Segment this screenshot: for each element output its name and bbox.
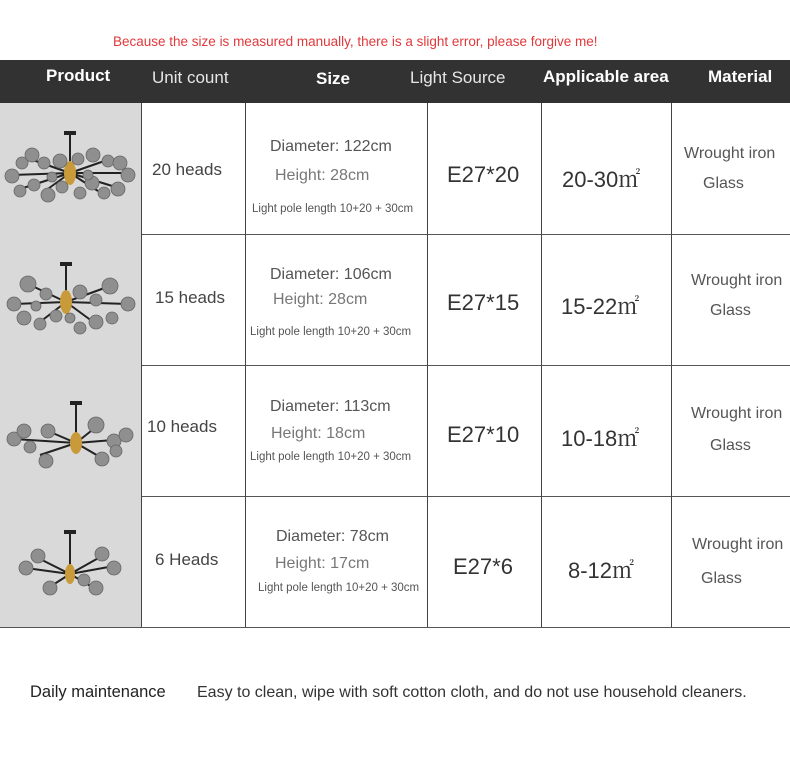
maintenance-text: Easy to clean, wipe with soft cotton cloth, and do not use household cleaners. [197,684,747,701]
light-source-cell [427,234,541,365]
unit-count: 20 heads [152,160,222,179]
area-cell [541,365,671,496]
material-cell [671,234,790,365]
material-iron: Wrought iron [692,536,784,553]
light-source-cell [427,103,541,234]
applicable-area: 10-18㎡ [561,426,640,451]
light-source-cell [427,365,541,496]
diameter: Diameter: 113cm [270,398,391,415]
height: Height: 28cm [275,167,370,184]
header-size: Size [316,69,351,88]
product-image [0,234,141,365]
chandelier-15-heads-image [0,234,141,365]
header-unit-count: Unit count [152,68,229,87]
height: Height: 18cm [271,425,366,442]
size-cell [245,365,427,496]
applicable-area: 8-12㎡ [568,558,635,583]
size-cell [245,234,427,365]
unit-count: 6 Heads [155,550,219,569]
table-row [0,234,790,366]
unit-count-cell [141,365,245,496]
daily-maintenance [30,683,747,702]
chandelier-20-heads-image [0,103,141,234]
unit-count: 10 heads [147,417,217,436]
pole-length: Light pole length 10+20 + 30cm [258,582,420,594]
material-iron: Wrought iron [684,145,776,162]
measurement-notice: Because the size is measured manually, there is a slight error, please forgive me! [113,34,598,49]
height: Height: 17cm [275,555,370,572]
unit-count-cell [141,103,245,234]
area-cell [541,103,671,234]
table-row [0,103,790,235]
product-image [0,496,141,627]
maintenance-label: Daily maintenance [30,683,166,701]
product-image [0,103,141,234]
light-source-cell [427,496,541,627]
table-row [0,365,790,497]
applicable-area: 15-22㎡ [561,294,640,319]
header-material: Material [708,67,773,86]
material-glass: Glass [710,437,751,454]
chandelier-6-heads-image [0,496,141,627]
diameter: Diameter: 122cm [270,138,392,155]
unit-count: 15 heads [155,288,225,307]
material-iron: Wrought iron [691,272,783,289]
header-light-source: Light Source [410,68,506,87]
diameter: Diameter: 78cm [276,528,389,545]
pole-length: Light pole length 10+20 + 30cm [250,326,412,338]
table-row [0,496,790,628]
material-glass: Glass [703,175,744,192]
diameter: Diameter: 106cm [270,266,392,283]
header-applicable-area: Applicable area [543,67,669,86]
material-iron: Wrought iron [691,405,783,422]
material-cell [671,365,790,496]
table-header [0,60,790,103]
material-cell [671,496,790,627]
size-cell [245,496,427,627]
spec-table [0,103,790,628]
light-source: E27*15 [447,290,520,315]
header-product: Product [46,66,111,85]
chandelier-10-heads-image [0,365,141,496]
material-glass: Glass [701,570,742,587]
area-cell [541,234,671,365]
applicable-area: 20-30㎡ [562,167,641,192]
height: Height: 28cm [273,291,368,308]
material-cell [671,103,790,234]
area-cell [541,496,671,627]
light-source: E27*10 [447,422,520,447]
material-glass: Glass [710,302,751,319]
unit-count-cell [141,496,245,627]
light-source: E27*6 [453,554,513,579]
pole-length: Light pole length 10+20 + 30cm [250,451,412,463]
pole-length: Light pole length 10+20 + 30cm [252,203,414,215]
light-source: E27*20 [447,162,520,187]
product-image [0,365,141,496]
unit-count-cell [141,234,245,365]
size-cell [245,103,427,234]
